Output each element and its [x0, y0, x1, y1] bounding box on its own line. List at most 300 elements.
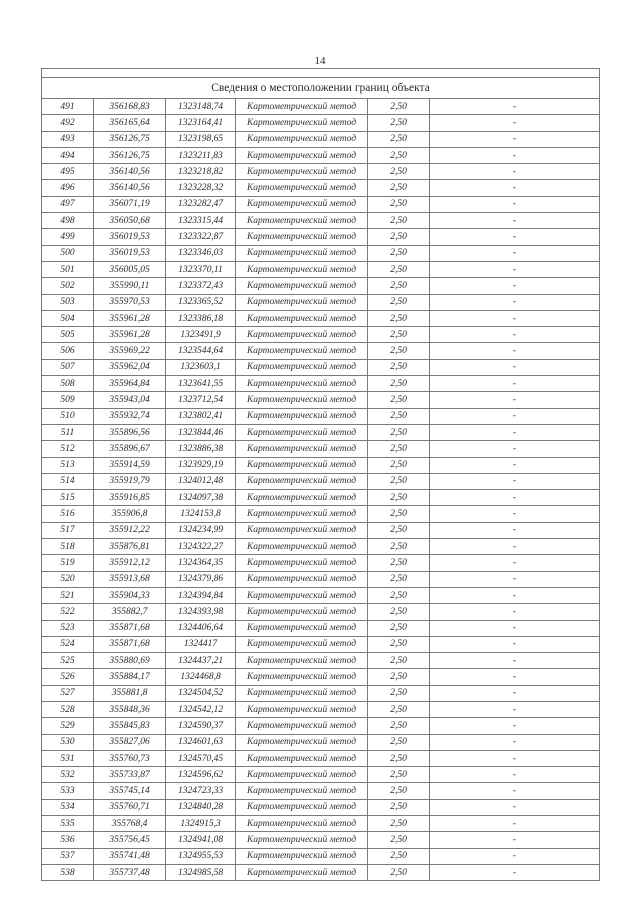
cell-description: -: [430, 147, 600, 163]
table-header-spacer: [42, 69, 600, 78]
cell-description: -: [430, 832, 600, 848]
cell-point-number: 520: [42, 571, 94, 587]
table-title-row: [42, 78, 600, 99]
cell-point-number: 522: [42, 604, 94, 620]
cell-accuracy: 2,50: [368, 620, 430, 636]
cell-coord-y: 1324504,52: [166, 685, 236, 701]
cell-point-number: 519: [42, 555, 94, 571]
cell-coord-x: 356168,83: [94, 99, 166, 115]
cell-method: Картометрический метод: [236, 180, 368, 196]
cell-method: Картометрический метод: [236, 718, 368, 734]
cell-description: -: [430, 359, 600, 375]
cell-accuracy: 2,50: [368, 636, 430, 652]
cell-accuracy: 2,50: [368, 555, 430, 571]
cell-coord-x: 355896,56: [94, 424, 166, 440]
cell-coord-x: 356140,56: [94, 180, 166, 196]
cell-coord-x: 355943,04: [94, 392, 166, 408]
cell-description: -: [430, 180, 600, 196]
table-row: [42, 294, 600, 310]
cell-accuracy: 2,50: [368, 848, 430, 864]
cell-coord-x: 355913,68: [94, 571, 166, 587]
cell-coord-y: 1324596,62: [166, 767, 236, 783]
cell-description: -: [430, 718, 600, 734]
cell-coord-y: 1324437,21: [166, 653, 236, 669]
table-row: [42, 392, 600, 408]
cell-method: Картометрический метод: [236, 539, 368, 555]
cell-point-number: 496: [42, 180, 94, 196]
cell-point-number: 526: [42, 669, 94, 685]
cell-coord-y: 1324394,84: [166, 587, 236, 603]
cell-method: Картометрический метод: [236, 799, 368, 815]
cell-description: -: [430, 653, 600, 669]
cell-accuracy: 2,50: [368, 408, 430, 424]
cell-point-number: 532: [42, 767, 94, 783]
cell-coord-x: 355961,28: [94, 310, 166, 326]
cell-point-number: 510: [42, 408, 94, 424]
table-row: [42, 783, 600, 799]
cell-coord-x: 355970,53: [94, 294, 166, 310]
table-row: [42, 750, 600, 766]
cell-method: Картометрический метод: [236, 848, 368, 864]
cell-coord-y: 1324590,37: [166, 718, 236, 734]
table-row: [42, 441, 600, 457]
cell-accuracy: 2,50: [368, 245, 430, 261]
cell-accuracy: 2,50: [368, 685, 430, 701]
table-row: [42, 506, 600, 522]
cell-point-number: 524: [42, 636, 94, 652]
cell-coord-y: 1323365,52: [166, 294, 236, 310]
cell-coord-y: 1323211,83: [166, 147, 236, 163]
cell-description: -: [430, 99, 600, 115]
cell-accuracy: 2,50: [368, 327, 430, 343]
cell-coord-x: 356050,68: [94, 213, 166, 229]
table-row: [42, 522, 600, 538]
cell-coord-x: 356005,05: [94, 261, 166, 277]
cell-coord-x: 355990,11: [94, 278, 166, 294]
cell-coord-x: 355871,68: [94, 636, 166, 652]
cell-description: -: [430, 473, 600, 489]
table-row: [42, 310, 600, 326]
cell-coord-x: 355848,36: [94, 701, 166, 717]
table-row: [42, 555, 600, 571]
cell-point-number: 509: [42, 392, 94, 408]
cell-method: Картометрический метод: [236, 816, 368, 832]
cell-coord-x: 355896,67: [94, 441, 166, 457]
cell-description: -: [430, 376, 600, 392]
cell-coord-y: 1323844,46: [166, 424, 236, 440]
cell-method: Картометрический метод: [236, 115, 368, 131]
cell-description: -: [430, 131, 600, 147]
cell-method: Картометрический метод: [236, 261, 368, 277]
cell-description: -: [430, 685, 600, 701]
cell-coord-x: 356140,56: [94, 164, 166, 180]
cell-coord-y: 1323886,38: [166, 441, 236, 457]
cell-accuracy: 2,50: [368, 783, 430, 799]
table-row: [42, 539, 600, 555]
cell-point-number: 538: [42, 864, 94, 880]
cell-point-number: 500: [42, 245, 94, 261]
cell-point-number: 507: [42, 359, 94, 375]
cell-point-number: 506: [42, 343, 94, 359]
cell-description: -: [430, 555, 600, 571]
cell-point-number: 514: [42, 473, 94, 489]
cell-accuracy: 2,50: [368, 734, 430, 750]
cell-accuracy: 2,50: [368, 718, 430, 734]
cell-coord-x: 355733,87: [94, 767, 166, 783]
cell-accuracy: 2,50: [368, 669, 430, 685]
cell-coord-y: 1323603,1: [166, 359, 236, 375]
cell-coord-y: 1324153,8: [166, 506, 236, 522]
cell-accuracy: 2,50: [368, 424, 430, 440]
table-row: [42, 718, 600, 734]
cell-method: Картометрический метод: [236, 701, 368, 717]
cell-point-number: 521: [42, 587, 94, 603]
cell-coord-y: 1323802,41: [166, 408, 236, 424]
table-row: [42, 767, 600, 783]
cell-point-number: 497: [42, 196, 94, 212]
cell-accuracy: 2,50: [368, 571, 430, 587]
cell-description: -: [430, 539, 600, 555]
cell-accuracy: 2,50: [368, 767, 430, 783]
cell-coord-y: 1323148,74: [166, 99, 236, 115]
cell-coord-y: 1323641,55: [166, 376, 236, 392]
cell-coord-x: 355880,69: [94, 653, 166, 669]
cell-coord-x: 356126,75: [94, 131, 166, 147]
cell-method: Картометрический метод: [236, 522, 368, 538]
cell-description: -: [430, 278, 600, 294]
cell-method: Картометрический метод: [236, 490, 368, 506]
cell-coord-y: 1324955,53: [166, 848, 236, 864]
cell-coord-x: 356165,64: [94, 115, 166, 131]
cell-accuracy: 2,50: [368, 457, 430, 473]
cell-description: -: [430, 767, 600, 783]
cell-coord-x: 355882,7: [94, 604, 166, 620]
cell-method: Картометрический метод: [236, 245, 368, 261]
cell-accuracy: 2,50: [368, 473, 430, 489]
cell-description: -: [430, 636, 600, 652]
cell-description: -: [430, 587, 600, 603]
cell-coord-x: 355884,17: [94, 669, 166, 685]
cell-coord-x: 355827,06: [94, 734, 166, 750]
cell-coord-y: 1324542,12: [166, 701, 236, 717]
cell-coord-x: 355969,22: [94, 343, 166, 359]
cell-description: -: [430, 294, 600, 310]
cell-point-number: 504: [42, 310, 94, 326]
cell-description: -: [430, 310, 600, 326]
cell-coord-y: 1324468,8: [166, 669, 236, 685]
cell-coord-y: 1323929,19: [166, 457, 236, 473]
cell-point-number: 525: [42, 653, 94, 669]
cell-method: Картометрический метод: [236, 864, 368, 880]
cell-coord-x: 355760,73: [94, 750, 166, 766]
cell-description: -: [430, 196, 600, 212]
table-row: [42, 799, 600, 815]
cell-coord-x: 355876,81: [94, 539, 166, 555]
cell-description: -: [430, 669, 600, 685]
cell-method: Картометрический метод: [236, 555, 368, 571]
table-row: [42, 864, 600, 880]
cell-coord-x: 356071,19: [94, 196, 166, 212]
cell-accuracy: 2,50: [368, 864, 430, 880]
cell-point-number: 511: [42, 424, 94, 440]
table-row: [42, 604, 600, 620]
table-row: [42, 359, 600, 375]
cell-accuracy: 2,50: [368, 539, 430, 555]
cell-description: -: [430, 701, 600, 717]
table-row: [42, 327, 600, 343]
cell-method: Картометрический метод: [236, 669, 368, 685]
cell-coord-y: 1323544,64: [166, 343, 236, 359]
cell-method: Картометрический метод: [236, 424, 368, 440]
cell-method: Картометрический метод: [236, 473, 368, 489]
cell-method: Картометрический метод: [236, 685, 368, 701]
cell-coord-y: 1323386,18: [166, 310, 236, 326]
cell-method: Картометрический метод: [236, 653, 368, 669]
cell-point-number: 501: [42, 261, 94, 277]
cell-point-number: 503: [42, 294, 94, 310]
cell-description: -: [430, 327, 600, 343]
cell-coord-x: 356126,75: [94, 147, 166, 163]
cell-point-number: 530: [42, 734, 94, 750]
cell-point-number: 492: [42, 115, 94, 131]
cell-method: Картометрический метод: [236, 294, 368, 310]
cell-coord-x: 355912,22: [94, 522, 166, 538]
cell-coord-y: 1324012,48: [166, 473, 236, 489]
table-row: [42, 636, 600, 652]
cell-coord-y: 1324379,86: [166, 571, 236, 587]
cell-coord-x: 355912,12: [94, 555, 166, 571]
cell-coord-y: 1324364,35: [166, 555, 236, 571]
table-row: [42, 424, 600, 440]
cell-coord-x: 355768,4: [94, 816, 166, 832]
cell-description: -: [430, 261, 600, 277]
cell-description: -: [430, 571, 600, 587]
cell-description: -: [430, 164, 600, 180]
cell-point-number: 534: [42, 799, 94, 815]
cell-point-number: 531: [42, 750, 94, 766]
cell-coord-x: 356019,53: [94, 245, 166, 261]
cell-description: -: [430, 441, 600, 457]
cell-method: Картометрический метод: [236, 506, 368, 522]
page-number: 14: [314, 55, 326, 67]
table-row: [42, 99, 600, 115]
cell-coord-y: 1323346,03: [166, 245, 236, 261]
cell-accuracy: 2,50: [368, 750, 430, 766]
cell-coord-y: 1323228,32: [166, 180, 236, 196]
cell-accuracy: 2,50: [368, 490, 430, 506]
cell-method: Картометрический метод: [236, 636, 368, 652]
cell-method: Картометрический метод: [236, 213, 368, 229]
cell-method: Картометрический метод: [236, 571, 368, 587]
cell-method: Картометрический метод: [236, 131, 368, 147]
cell-accuracy: 2,50: [368, 799, 430, 815]
cell-coord-y: 1324941,08: [166, 832, 236, 848]
cell-coord-y: 1324915,3: [166, 816, 236, 832]
cell-method: Картометрический метод: [236, 587, 368, 603]
cell-coord-x: 355881,8: [94, 685, 166, 701]
cell-coord-x: 355741,48: [94, 848, 166, 864]
cell-method: Картометрический метод: [236, 164, 368, 180]
cell-coord-y: 1324723,33: [166, 783, 236, 799]
cell-coord-y: 1323282,47: [166, 196, 236, 212]
cell-coord-x: 355737,48: [94, 864, 166, 880]
cell-accuracy: 2,50: [368, 816, 430, 832]
cell-point-number: 515: [42, 490, 94, 506]
cell-point-number: 518: [42, 539, 94, 555]
cell-accuracy: 2,50: [368, 376, 430, 392]
cell-coord-y: 1324393,98: [166, 604, 236, 620]
cell-description: -: [430, 799, 600, 815]
cell-method: Картометрический метод: [236, 408, 368, 424]
cell-accuracy: 2,50: [368, 115, 430, 131]
cell-coord-y: 1323198,65: [166, 131, 236, 147]
cell-point-number: 513: [42, 457, 94, 473]
cell-point-number: 523: [42, 620, 94, 636]
table-row: [42, 147, 600, 163]
cell-accuracy: 2,50: [368, 343, 430, 359]
table-row: [42, 343, 600, 359]
cell-point-number: 493: [42, 131, 94, 147]
cell-accuracy: 2,50: [368, 653, 430, 669]
boundary-coordinates-table: [41, 68, 600, 881]
table-row: [42, 164, 600, 180]
cell-point-number: 535: [42, 816, 94, 832]
cell-point-number: 512: [42, 441, 94, 457]
cell-point-number: 527: [42, 685, 94, 701]
table-row: [42, 245, 600, 261]
table-row: [42, 848, 600, 864]
cell-point-number: 529: [42, 718, 94, 734]
table-row: [42, 653, 600, 669]
cell-method: Картометрический метод: [236, 783, 368, 799]
table-title: Сведения о местоположении границ объекта: [42, 78, 600, 99]
table-row: [42, 620, 600, 636]
cell-point-number: 494: [42, 147, 94, 163]
cell-method: Картометрический метод: [236, 832, 368, 848]
cell-coord-x: 355964,84: [94, 376, 166, 392]
table-row: [42, 408, 600, 424]
cell-coord-x: 355756,45: [94, 832, 166, 848]
cell-point-number: 536: [42, 832, 94, 848]
table-row: [42, 701, 600, 717]
cell-description: -: [430, 490, 600, 506]
table-row: [42, 685, 600, 701]
cell-accuracy: 2,50: [368, 261, 430, 277]
cell-coord-x: 355906,8: [94, 506, 166, 522]
cell-coord-x: 355932,74: [94, 408, 166, 424]
cell-point-number: 533: [42, 783, 94, 799]
cell-coord-y: 1323370,11: [166, 261, 236, 277]
cell-method: Картометрический метод: [236, 343, 368, 359]
cell-accuracy: 2,50: [368, 392, 430, 408]
cell-point-number: 502: [42, 278, 94, 294]
cell-accuracy: 2,50: [368, 587, 430, 603]
table-row: [42, 587, 600, 603]
cell-coord-y: 1324234,99: [166, 522, 236, 538]
cell-coord-x: 355845,83: [94, 718, 166, 734]
cell-coord-x: 355745,14: [94, 783, 166, 799]
cell-accuracy: 2,50: [368, 147, 430, 163]
cell-coord-x: 356019,53: [94, 229, 166, 245]
cell-method: Картометрический метод: [236, 99, 368, 115]
cell-description: -: [430, 750, 600, 766]
cell-accuracy: 2,50: [368, 99, 430, 115]
cell-description: -: [430, 620, 600, 636]
cell-description: -: [430, 734, 600, 750]
cell-coord-y: 1323372,43: [166, 278, 236, 294]
cell-coord-x: 355961,28: [94, 327, 166, 343]
cell-method: Картометрический метод: [236, 750, 368, 766]
cell-point-number: 491: [42, 99, 94, 115]
cell-description: -: [430, 213, 600, 229]
cell-accuracy: 2,50: [368, 131, 430, 147]
cell-point-number: 508: [42, 376, 94, 392]
cell-coord-y: 1324417: [166, 636, 236, 652]
cell-description: -: [430, 343, 600, 359]
cell-coord-y: 1323164,41: [166, 115, 236, 131]
table-row: [42, 734, 600, 750]
table-row: [42, 490, 600, 506]
cell-coord-x: 355871,68: [94, 620, 166, 636]
cell-description: -: [430, 115, 600, 131]
cell-accuracy: 2,50: [368, 229, 430, 245]
cell-method: Картометрический метод: [236, 604, 368, 620]
cell-coord-x: 355919,79: [94, 473, 166, 489]
cell-coord-y: 1323491,9: [166, 327, 236, 343]
cell-description: -: [430, 408, 600, 424]
cell-point-number: 495: [42, 164, 94, 180]
cell-method: Картометрический метод: [236, 359, 368, 375]
cell-method: Картометрический метод: [236, 376, 368, 392]
cell-method: Картометрический метод: [236, 278, 368, 294]
cell-point-number: 516: [42, 506, 94, 522]
table-row: [42, 457, 600, 473]
cell-accuracy: 2,50: [368, 441, 430, 457]
cell-accuracy: 2,50: [368, 180, 430, 196]
cell-accuracy: 2,50: [368, 294, 430, 310]
cell-coord-x: 355904,33: [94, 587, 166, 603]
cell-description: -: [430, 522, 600, 538]
cell-coord-y: 1324322,27: [166, 539, 236, 555]
table-row: [42, 669, 600, 685]
cell-coord-x: 355962,04: [94, 359, 166, 375]
cell-coord-y: 1324570,45: [166, 750, 236, 766]
cell-coord-y: 1323322,87: [166, 229, 236, 245]
table-row: [42, 376, 600, 392]
cell-accuracy: 2,50: [368, 832, 430, 848]
cell-description: -: [430, 604, 600, 620]
cell-coord-y: 1324406,64: [166, 620, 236, 636]
cell-method: Картометрический метод: [236, 441, 368, 457]
cell-method: Картометрический метод: [236, 310, 368, 326]
cell-description: -: [430, 783, 600, 799]
table-row: [42, 278, 600, 294]
cell-coord-x: 355914,59: [94, 457, 166, 473]
cell-point-number: 537: [42, 848, 94, 864]
table-row: [42, 115, 600, 131]
cell-method: Картометрический метод: [236, 392, 368, 408]
cell-point-number: 499: [42, 229, 94, 245]
table-row: [42, 261, 600, 277]
cell-method: Картометрический метод: [236, 457, 368, 473]
cell-point-number: 505: [42, 327, 94, 343]
table-row: [42, 196, 600, 212]
table-row: [42, 832, 600, 848]
cell-point-number: 528: [42, 701, 94, 717]
cell-accuracy: 2,50: [368, 604, 430, 620]
cell-accuracy: 2,50: [368, 196, 430, 212]
cell-coord-y: 1323218,82: [166, 164, 236, 180]
